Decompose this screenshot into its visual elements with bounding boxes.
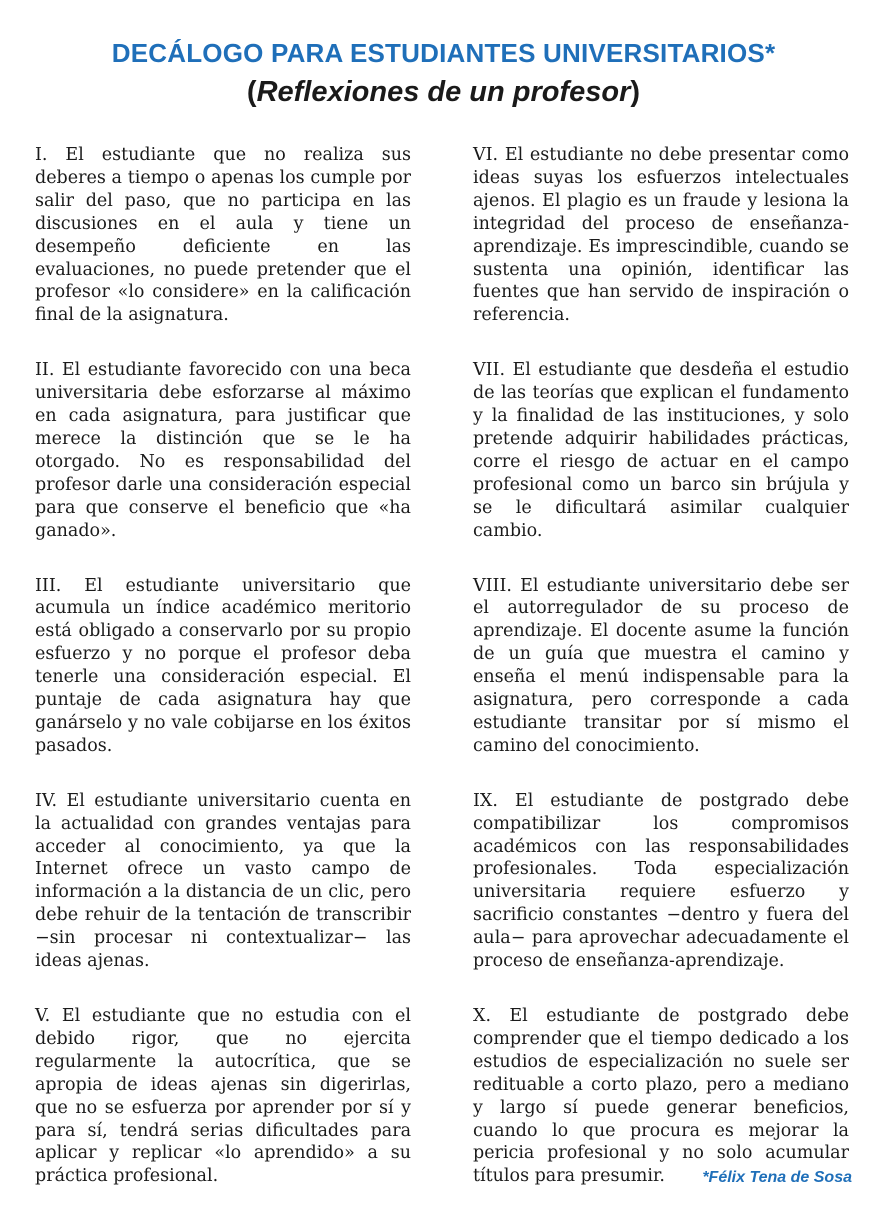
rule-ix: IX. El estudiante de postgrado debe compatibilizar los compromisos académicos con las responsabilidades profesionales. Toda especialización universitaria requiere esfuerzo y sacrificio constantes −dentro y fuera del aula− para aprovechar adecuadamente el proceso de enseñanza-aprendizaje. (473, 790, 849, 972)
author-signature: *Félix Tena de Sosa (702, 1169, 852, 1186)
subtitle-close-paren: ) (630, 76, 641, 108)
rule-v: V. El estudiante que no estudia con el debido rigor, que no ejercita regularmente la autocrítica, que se apropia de ideas ajenas sin digerirlas, que no se esfuerza por aprender por sí y para sí, tendrá serias dificultades para aplicar y replicar «lo aprendido» a su práctica profesional. (35, 1006, 411, 1187)
rule-iv: IV. El estudiante universitario cuenta en la actualidad con grandes ventajas para acceder al conocimiento, ya que la Internet ofrece un vasto campo de información a la distancia de un clic, pero debe rehuir de la tentación de transcribir −sin procesar ni contextualizar− las ideas ajenas. (35, 790, 411, 972)
document-subtitle (0, 76, 887, 109)
rule-iii: III. El estudiante universitario que acumula un índice académico meritorio está obligado a conservarlo por su propio esfuerzo y no porque el profesor deba tenerle una consideración especial. El puntaje de cada asignatura hay que ganárselo y no vale cobijarse en los éxitos pasados. (35, 575, 411, 756)
subtitle-open-paren: ( (246, 76, 257, 108)
rule-ii: II. El estudiante favorecido con una beca universitaria debe esforzarse al máximo en cada asignatura, para justificar que merece la distinción que se le ha otorgado. No es responsabilidad del profesor darle una consideración especial para que conserve el beneficio que «ha ganado». (35, 360, 411, 541)
right-column (473, 144, 849, 1220)
left-column (35, 144, 411, 1220)
subtitle-text: Reflexiones de un profesor (256, 76, 631, 108)
rule-vii: VII. El estudiante que desdeña el estudio de las teorías que explican el fundamento y la finalidad de las instituciones, y solo pretende adquirir habilidades prácticas, corre el riesgo de actuar en el campo profesional como un barco sin brújula y se le dificultará asimilar cualquier cambio. (473, 360, 849, 541)
rule-x: X. El estudiante de postgrado debe comprender que el tiempo dedicado a los estudios de especialización no suele ser redituable a corto plazo, pero a mediano y largo sí puede generar beneficios, cuando lo que procura es mejorar la pericia profesional y no solo acumular títulos para presumir. (473, 1006, 849, 1187)
rule-vi: VI. El estudiante no debe presentar como ideas suyas los esfuerzos intelectuales ajenos. El plagio es un fraude y lesiona la integridad del proceso de enseñanza-aprendizaje. Es imprescindible, cuando se sustenta una opinión, identificar las fuentes que han servido de inspiración o referencia. (473, 145, 849, 326)
rule-i: I. El estudiante que no realiza sus deberes a tiempo o apenas los cumple por salir del paso, que no participa en las discusiones en el aula y tiene un desempeño deficiente en las evaluaciones, no puede pretender que el profesor «lo considere» en la calificación final de la asignatura. (35, 145, 411, 326)
rule-viii: VIII. El estudiante universitario debe ser el autorregulador de su proceso de aprendizaje. El docente asume la función de un guía que muestra el camino y enseña el menú indispensable para la asignatura, pero corresponde a cada estudiante transitar por sí mismo el camino del conocimiento. (473, 575, 849, 756)
document-title: DECÁLOGO PARA ESTUDIANTES UNIVERSITARIOS* (111, 38, 776, 68)
